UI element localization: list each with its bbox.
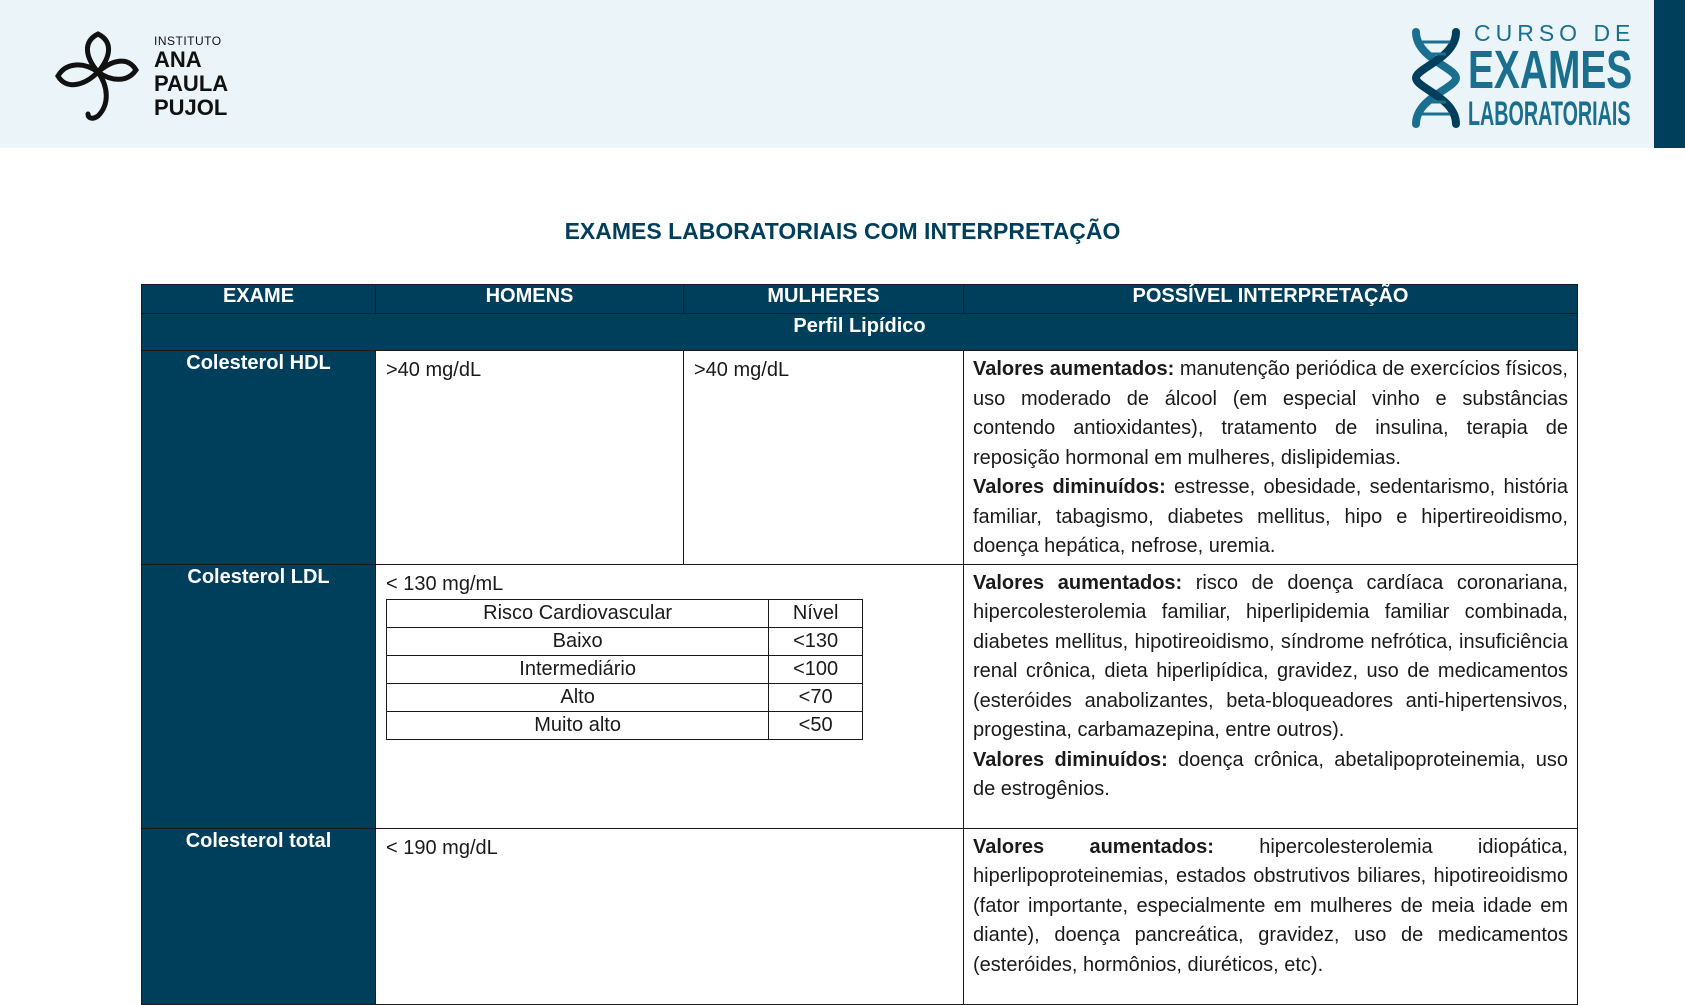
table-row-total (142, 828, 1578, 1004)
risk-row: Intermediário <100 (387, 655, 863, 683)
risk-header-row: Risco Cardiovascular Nível (387, 599, 863, 627)
risk-row: Alto <70 (387, 683, 863, 711)
increased-paragraph: Valores aumentados: manutenção periódica de exercícios físicos, uso moderado de álcool (em especial vinho e substâncias contendo antioxidantes), tratamento de insulina, terapia de reposição hormonal em mulheres, dislipidemias. (973, 358, 1568, 469)
interpretation-cell (964, 564, 1578, 828)
section-row (142, 314, 1578, 351)
logo-right-line3: LABORATORIAIS (1468, 95, 1631, 133)
table-row-ldl (142, 564, 1578, 828)
col-header-homens: HOMENS (376, 285, 684, 314)
logo-left-top: INSTITUTO (154, 34, 222, 48)
logo-right-line2: EXAMES (1468, 40, 1633, 100)
table-header-row (142, 285, 1578, 314)
interpretation-cell (964, 351, 1578, 565)
reference-value: < 190 mg/dL (376, 828, 964, 1004)
reference-value: < 130 mg/mL (386, 572, 504, 595)
exam-name: Colesterol HDL (142, 351, 376, 565)
col-header-mulheres: MULHERES (684, 285, 964, 314)
logo-instituto (48, 24, 288, 124)
dna-helix-icon (1408, 28, 1464, 128)
col-header-interpretacao: POSSÍVEL INTERPRETAÇÃO (964, 285, 1578, 314)
exam-name: Colesterol total (142, 828, 376, 1004)
decreased-paragraph: Valores diminuídos: doença crônica, abetalipoproteinemia, uso de estrogênios. (973, 748, 1568, 800)
knot-logo-icon (48, 24, 148, 124)
decreased-paragraph: Valores diminuídos: estresse, obesidade, sedentarismo, história familiar, tabagismo, diabetes mellitus, hipo e hipertireoidismo, doença hepática, nefrose, uremia. (973, 476, 1568, 557)
men-value: >40 mg/dL (376, 351, 684, 565)
risk-table (386, 599, 863, 740)
header-side-strip (1654, 0, 1685, 148)
logo-curso (1408, 20, 1638, 133)
risk-row: Muito alto <50 (387, 711, 863, 739)
risk-row: Baixo <130 (387, 627, 863, 655)
col-header-exame: EXAME (142, 285, 376, 314)
reference-value-cell (376, 564, 964, 828)
increased-paragraph: Valores aumentados: risco de doença cardíaca coronariana, hipercolesterolemia familiar, hiperlipidemia familiar combinada, diabetes mellitus, hipotireoidismo, síndrome nefrótica, insuficiência renal crônica, dieta hiperlipídica, gravidez, uso de medicamentos (esteróides anabolizantes, beta-bloqueadores anti-hipertensivos, progestina, carbamazepina, entre outros). (973, 571, 1569, 741)
table-row-hdl (142, 351, 1578, 565)
exam-name: Colesterol LDL (142, 564, 376, 828)
interpretation-cell (964, 828, 1578, 1004)
exams-table (141, 284, 1578, 1005)
logo-right-line1: CURSO DE (1474, 20, 1636, 46)
page-title: EXAMES LABORATORIAIS COM INTERPRETAÇÃO (564, 218, 1121, 244)
women-value: >40 mg/dL (684, 351, 964, 565)
increased-paragraph: Valores aumentados: hipercolesterolemia idiopática, hiperlipoproteinemias, estados obstrutivos biliares, hipotireoidismo (fator importante, especialmente em mulheres de meia idade em diante), doença pancreática, gravidez, uso de medicamentos (esteróides, hormônios, diuréticos, etc). (973, 835, 1568, 976)
logo-left-name: ANA PAULA PUJOL (154, 47, 229, 120)
section-title: Perfil Lipídico (142, 314, 1578, 351)
